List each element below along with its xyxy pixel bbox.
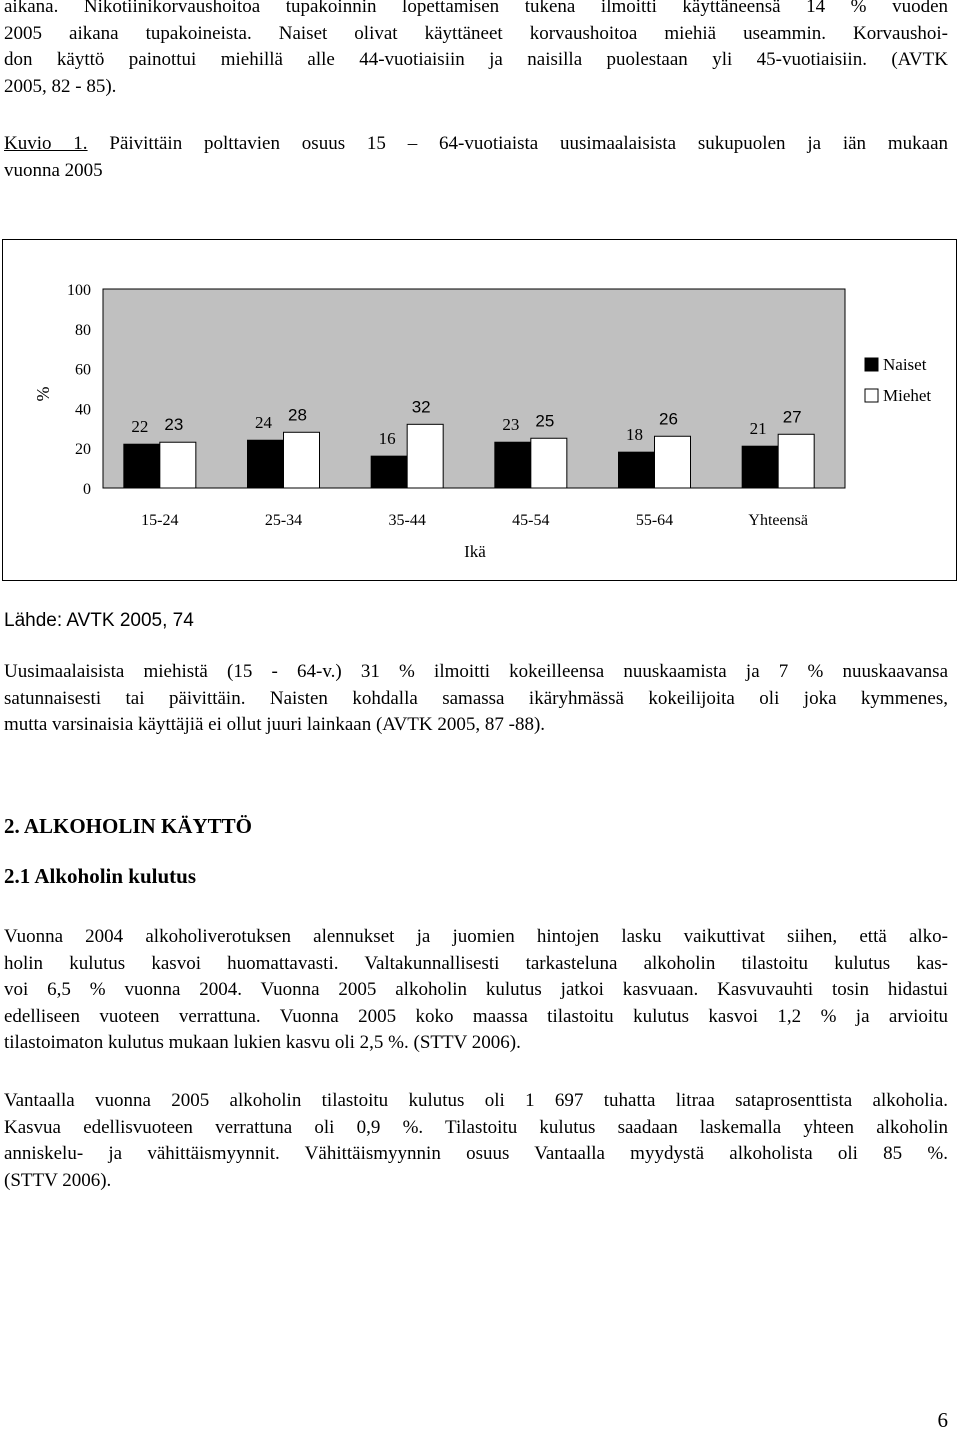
bar-naiset <box>248 440 284 488</box>
data-label: 21 <box>749 419 767 439</box>
figure-label: Kuvio 1. <box>4 133 88 154</box>
text-line: mutta varsinaisia käyttäjiä ei ollut juuri lainkaan (AVTK 2005, 87 -88). <box>4 714 546 736</box>
text-line: aikana. Nikotiinikorvaushoitoa tupakoinnin lopettamisen tukena ilmoitti käyttäneensä 14 % vuoden <box>4 0 948 17</box>
figure-source: Lähde: AVTK 2005, 74 <box>4 610 194 631</box>
subsection-heading: 2.1 Alkoholin kulutus <box>4 864 197 888</box>
text-line: (STTV 2006). <box>4 1169 112 1191</box>
text-line: Kasvua edellisvuoteen verrattuna oli 0,9 %. Tilastoitu kulutus saadaan laskemalla yhteen alkoholin <box>4 1116 948 1138</box>
text-line: holin kulutus kasvoi huomattavasti. Valtakunnallisesti tarkasteluna alkoholin tilastoitu kulutus kas- <box>4 952 948 974</box>
bar-naiset <box>371 456 407 488</box>
data-label: 16 <box>378 429 396 449</box>
bar-miehet <box>160 442 196 488</box>
x-axis-label: Ikä <box>464 542 486 561</box>
text-line: tilastoimaton kulutus mukaan lukien kasvu oli 2,5 %. (STTV 2006). <box>4 1032 521 1054</box>
data-label: 18 <box>626 425 643 445</box>
text-line: satunnaisesti tai päivittäin. Naisten kohdalla samassa ikäryhmässä kokeilijoita oli joka kymmenes, <box>4 687 948 709</box>
data-label: 23 <box>164 415 184 435</box>
bar-miehet <box>778 434 814 488</box>
text-line: voi 6,5 % vuonna 2004. Vuonna 2005 alkoholin kulutus jatkoi kasvuaan. Kasvuvauhti tosin hidastui <box>4 979 948 1001</box>
y-tick-label: 20 <box>75 441 91 459</box>
text-line: anniskelu- ja vähittäismyynnit. Vähittäismyynnin osuus Vantaalla myydystä alkoholista oli 85 %. <box>4 1143 948 1165</box>
snuff-paragraph <box>4 659 948 739</box>
y-tick-label: 80 <box>75 321 91 339</box>
chart-frame <box>2 239 957 581</box>
x-tick-label: Yhteensä <box>748 512 808 529</box>
data-label: 22 <box>131 417 149 437</box>
y-axis-label: % <box>33 386 53 402</box>
bar-chart <box>3 240 958 582</box>
section-heading: 2. ALKOHOLIN KÄYTTÖ <box>4 814 252 838</box>
text-line: don käyttö painottui miehillä alle 44-vuotiaisiin ja naisilla puolestaan yli 45-vuotiaisiin. (AVTK <box>4 49 948 71</box>
data-label: 28 <box>288 405 307 425</box>
page-number: 6 <box>937 1408 948 1432</box>
text-line: edelliseen vuoteen verrattuna. Vuonna 2005 koko maassa tilastoitu kulutus kasvoi 1,2 % ja arvioitu <box>4 1005 948 1027</box>
x-tick-label: 45-54 <box>512 512 550 529</box>
x-tick-label: 25-34 <box>264 512 303 529</box>
bar-miehet <box>284 432 320 488</box>
bar-miehet <box>655 436 691 488</box>
figure-title-line2: vuonna 2005 <box>4 160 103 181</box>
consumption-paragraph <box>4 924 948 1057</box>
y-tick-label: 60 <box>75 361 91 379</box>
legend-swatch-naiset <box>865 358 878 371</box>
text-line: Vantaalla vuonna 2005 alkoholin tilastoitu kulutus oli 1 697 tuhatta litraa sataprosenttista alkoholia. <box>4 1090 948 1111</box>
legend-swatch-miehet <box>865 389 878 402</box>
bar-naiset <box>619 452 655 488</box>
figure-title-line1: Päivittäin polttavien osuus 15 – 64-vuotiaista uusimaalaisista sukupuolen ja iän mukaan <box>109 133 949 154</box>
data-label: 23 <box>502 415 520 435</box>
figure-caption <box>4 130 948 184</box>
bar-miehet <box>407 424 443 488</box>
data-label: 26 <box>659 409 678 429</box>
data-label: 27 <box>782 407 802 427</box>
x-tick-label: 55-64 <box>635 512 674 529</box>
bar-naiset <box>124 444 160 488</box>
x-tick-label: 35-44 <box>388 512 426 529</box>
bar-miehet <box>531 438 567 488</box>
bar-naiset <box>495 442 531 488</box>
y-tick-label: 0 <box>83 481 91 498</box>
data-label: 32 <box>411 397 431 417</box>
text-line: 2005, 82 - 85). <box>4 75 117 97</box>
y-tick-label: 100 <box>67 282 91 299</box>
data-label: 25 <box>535 411 555 431</box>
plot-area <box>103 289 845 488</box>
legend-label: Naiset <box>883 355 927 374</box>
vantaa-paragraph <box>4 1088 948 1194</box>
data-label: 24 <box>255 413 272 433</box>
intro-paragraph <box>4 0 948 100</box>
text-line: Vuonna 2004 alkoholiverotuksen alennukset ja juomien hintojen lasku vaikuttivat siihen, että alko- <box>4 926 948 947</box>
legend-label: Miehet <box>883 386 932 405</box>
x-tick-label: 15-24 <box>141 512 179 529</box>
text-line: Uusimaalaisista miehistä (15 - 64-v.) 31 % ilmoitti kokeilleensa nuuskaamista ja 7 % nuuskaavansa <box>4 661 948 682</box>
y-tick-label: 40 <box>75 401 91 419</box>
bar-naiset <box>742 446 778 488</box>
text-line: 2005 aikana tupakoineista. Naiset olivat käyttäneet korvaushoitoa miehiä useammin. Korvaushoi- <box>4 22 948 44</box>
